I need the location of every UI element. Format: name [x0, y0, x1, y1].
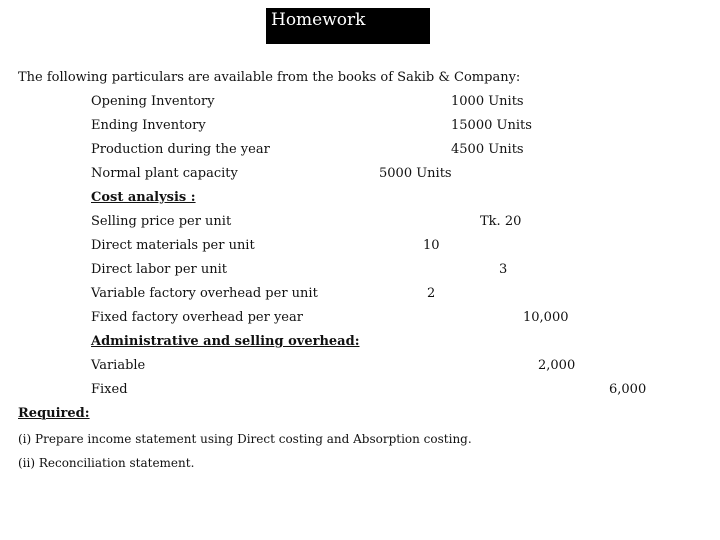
- cost-label-fixed-overhead: Fixed factory overhead per year: [91, 310, 303, 325]
- item-value-ending-inventory: 15000 Units: [451, 118, 532, 133]
- item-label-normal-capacity: Normal plant capacity: [91, 166, 238, 181]
- intro-text: The following particulars are available from the books of Sakib & Company:: [18, 70, 521, 85]
- item-label-production: Production during the year: [91, 142, 270, 157]
- item-label-opening-inventory: Opening Inventory: [91, 94, 215, 109]
- requirement-item: (ii) Reconciliation statement.: [18, 456, 195, 470]
- admin-label-fixed: Fixed: [91, 382, 128, 397]
- cost-label-direct-labor: Direct labor per unit: [91, 262, 228, 277]
- required-heading: Required:: [18, 406, 90, 421]
- cost-label-variable-overhead: Variable factory overhead per unit: [91, 286, 318, 301]
- cost-label-direct-materials: Direct materials per unit: [91, 238, 255, 253]
- cost-value-selling-price: Tk. 20: [480, 214, 522, 229]
- cost-analysis-heading: Cost analysis :: [91, 190, 196, 205]
- item-value-opening-inventory: 1000 Units: [451, 94, 524, 109]
- page-title: Homework: [266, 8, 430, 44]
- cost-value-direct-labor: 3: [499, 262, 508, 277]
- item-value-production: 4500 Units: [451, 142, 524, 157]
- item-label-ending-inventory: Ending Inventory: [91, 118, 206, 133]
- admin-overhead-heading: Administrative and selling overhead:: [91, 334, 360, 349]
- item-value-normal-capacity: 5000 Units: [379, 166, 452, 181]
- requirement-item: (i) Prepare income statement using Direct costing and Absorption costing.: [18, 432, 472, 446]
- admin-value-variable: 2,000: [538, 358, 576, 373]
- cost-value-fixed-overhead: 10,000: [523, 310, 569, 325]
- admin-value-fixed: 6,000: [609, 382, 647, 397]
- admin-label-variable: Variable: [91, 358, 146, 373]
- cost-label-selling-price: Selling price per unit: [91, 214, 232, 229]
- cost-value-variable-overhead: 2: [427, 286, 436, 301]
- cost-value-direct-materials: 10: [423, 238, 440, 253]
